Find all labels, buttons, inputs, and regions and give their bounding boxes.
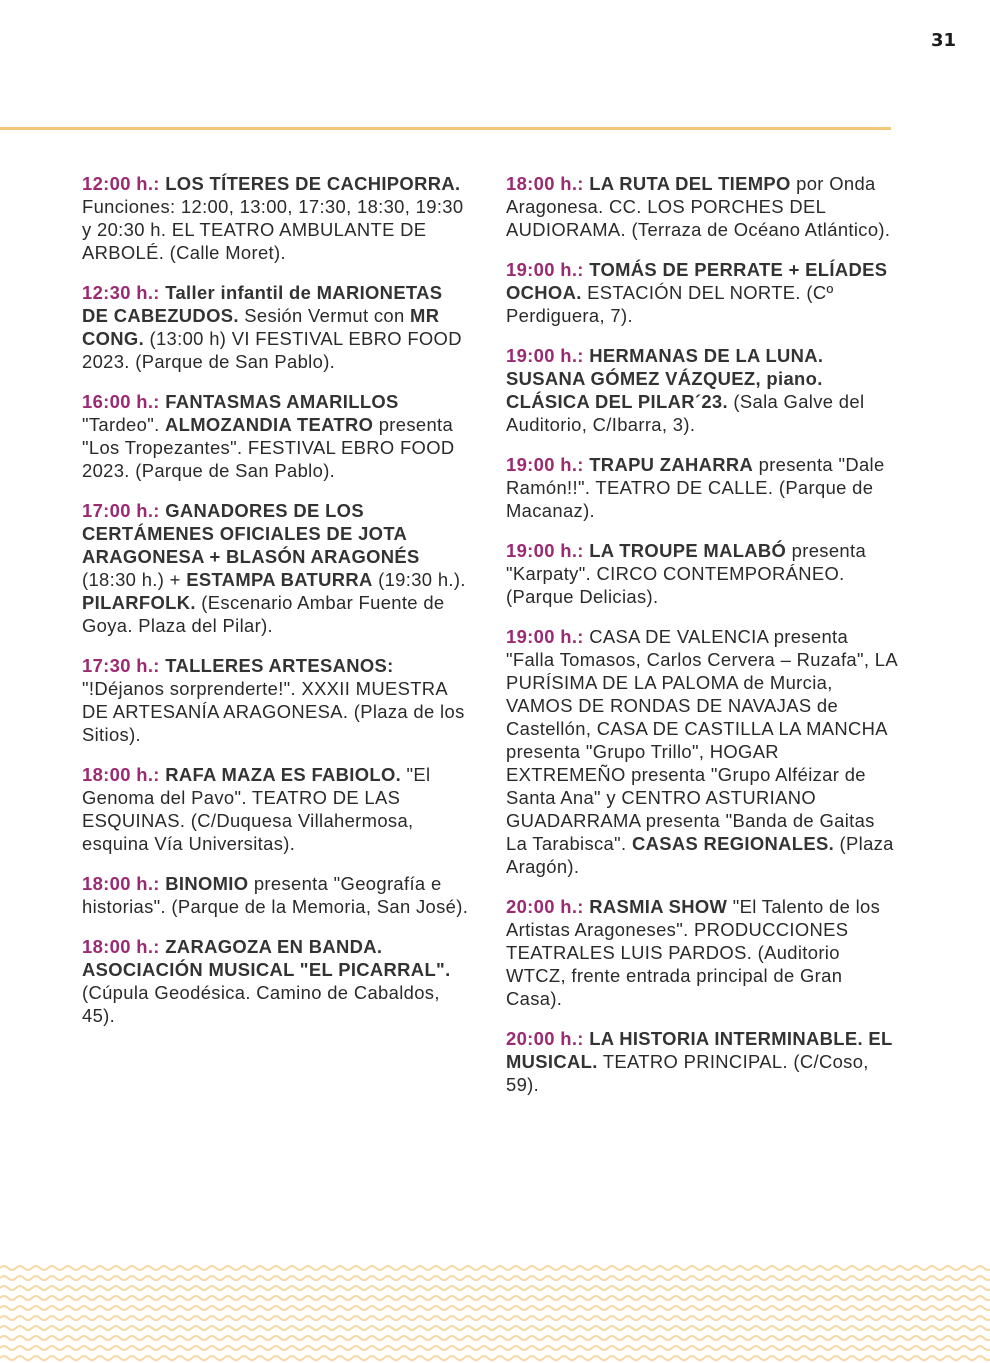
event-title: ALMOZANDIA TEATRO [165, 414, 374, 435]
event-time: 19:00 h.: [506, 345, 584, 366]
wave-line [0, 1276, 990, 1280]
event-details: (13:00 h) VI FESTIVAL EBRO FOOD 2023. (Parque de San Pablo). [82, 328, 462, 372]
event-title: TOMÁS DE PERRATE + ELÍADES OCHOA. [506, 259, 888, 303]
header-divider [0, 127, 891, 130]
event-title: LA HISTORIA INTERMINABLE. EL MUSICAL. [506, 1028, 893, 1072]
event-title: TRAPU ZAHARRA [583, 454, 754, 475]
event-details: CASA DE VALENCIA presenta "Falla Tomasos, Carlos Cervera – Ruzafa", LA PURÍSIMA DE LA PALOMA de Murcia, VAMOS DE RONDAS DE NAVAJAS de Castellón, CASA DE CASTILLA LA MANCHA presenta "Grupo Trillo", HOGAR EXTREMEÑO presenta "Grupo Alféizar de Santa Ana" y CENTRO ASTURIANO GUADARRAMA presenta "Banda de Gaitas La Tarabisca". [506, 626, 897, 854]
event-entry [82, 499, 472, 637]
event-time: 18:00 h.: [82, 764, 160, 785]
event-time: 19:00 h.: [506, 259, 584, 280]
wave-line [0, 1306, 990, 1310]
event-details: presenta "Karpaty". CIRCO CONTEMPORÁNEO. (Parque Delicias). [506, 540, 867, 607]
event-time: 18:00 h.: [506, 173, 584, 194]
event-title: LOS TÍTERES DE CACHIPORRA. [159, 173, 461, 194]
event-title: BINOMIO [159, 873, 249, 894]
event-title: GANADORES DE LOS CERTÁMENES OFICIALES DE JOTA ARAGONESA + BLASÓN ARAGONÉS [82, 500, 420, 567]
page-number: 31 [930, 30, 956, 51]
events-column-right [506, 172, 901, 1113]
event-details: presenta "Dale Ramón!!". TEATRO DE CALLE. (Parque de Macanaz). [506, 454, 885, 521]
event-details: "El Talento de los Artistas Aragoneses". PRODUCCIONES TEATRALES LUIS PARDOS. (Auditorio WTCZ, frente entrada principal de Gran Casa). [506, 896, 881, 1009]
event-title: Taller infantil de MARIONETAS DE CABEZUDOS. [82, 282, 443, 326]
wave-line [0, 1336, 990, 1340]
event-title: LA TROUPE MALABÓ [583, 540, 787, 561]
event-details: Funciones: 12:00, 13:00, 17:30, 18:30, 19:30 y 20:30 h. EL TEATRO AMBULANTE DE ARBOLÉ. (Calle Moret). [82, 196, 464, 263]
event-time: 19:00 h.: [506, 626, 584, 647]
event-details: presenta "Geografía e historias". (Parque de la Memoria, San José). [82, 873, 469, 917]
event-entry [506, 539, 901, 608]
decorative-wave-pattern [0, 1262, 990, 1363]
wave-line [0, 1286, 990, 1290]
event-entry [82, 281, 472, 373]
event-details: TEATRO PRINCIPAL. (C/Coso, 59). [506, 1051, 869, 1095]
wave-line [0, 1326, 990, 1330]
event-details: Sesión Vermut con [238, 305, 411, 326]
event-time: 18:00 h.: [82, 936, 160, 957]
wave-line [0, 1346, 990, 1350]
event-time: 12:30 h.: [82, 282, 160, 303]
event-details: (Escenario Ambar Fuente de Goya. Plaza del Pilar). [82, 592, 445, 636]
event-title: piano. CLÁSICA DEL PILAR´23. [506, 368, 823, 412]
event-entry [82, 390, 472, 482]
event-time: 18:00 h.: [82, 873, 160, 894]
event-entry [82, 935, 472, 1027]
event-details: por Onda Aragonesa. CC. LOS PORCHES DEL AUDIORAMA. (Terraza de Océano Atlántico). [506, 173, 891, 240]
event-details: (18:30 h.) + [82, 569, 187, 590]
event-time: 16:00 h.: [82, 391, 160, 412]
event-entry [82, 172, 472, 264]
event-details: ESTACIÓN DEL NORTE. (Cº Perdiguera, 7). [506, 282, 834, 326]
event-entry [82, 763, 472, 855]
wave-line [0, 1356, 990, 1360]
wave-line [0, 1266, 990, 1270]
event-entry [506, 344, 901, 436]
event-time: 17:00 h.: [82, 500, 160, 521]
event-time: 20:00 h.: [506, 1028, 584, 1049]
event-title: TALLERES ARTESANOS: [159, 655, 394, 676]
event-title: CASAS REGIONALES. [631, 833, 835, 854]
event-title: RASMIA SHOW [583, 896, 728, 917]
events-column-left [82, 172, 472, 1044]
event-title: FANTASMAS AMARILLOS [159, 391, 399, 412]
event-title: HERMANAS DE LA LUNA. SUSANA GÓMEZ VÁZQUEZ, [506, 345, 824, 389]
event-entry [506, 625, 901, 878]
event-details: (19:30 h.). [372, 569, 466, 590]
event-time: 17:30 h.: [82, 655, 160, 676]
event-details: (Plaza Aragón). [506, 833, 894, 877]
event-title: LA RUTA DEL TIEMPO [583, 173, 791, 194]
event-time: 20:00 h.: [506, 896, 584, 917]
event-title: PILARFOLK. [82, 592, 196, 613]
event-entry [82, 872, 472, 918]
event-details: "!Déjanos sorprenderte!". XXXII MUESTRA DE ARTESANÍA ARAGONESA. (Plaza de los Sitios). [82, 678, 465, 745]
event-time: 12:00 h.: [82, 173, 160, 194]
wave-line [0, 1296, 990, 1300]
event-details: presenta "Los Tropezantes". FESTIVAL EBRO FOOD 2023. (Parque de San Pablo). [82, 414, 455, 481]
event-details: "El Genoma del Pavo". TEATRO DE LAS ESQUINAS. (C/Duquesa Villahermosa, esquina Vía Universitas). [82, 764, 431, 854]
event-entry [506, 895, 901, 1010]
event-title: ZARAGOZA EN BANDA. ASOCIACIÓN MUSICAL "EL PICARRAL". [82, 936, 451, 980]
event-entry [506, 172, 901, 241]
event-time: 19:00 h.: [506, 454, 584, 475]
event-entry [506, 258, 901, 327]
event-entry [506, 1027, 901, 1096]
event-title: ESTAMPA BATURRA [186, 569, 373, 590]
event-details: (Sala Galve del Auditorio, C/Ibarra, 3). [506, 391, 865, 435]
wave-line [0, 1316, 990, 1320]
event-time: 19:00 h.: [506, 540, 584, 561]
event-details: (Cúpula Geodésica. Camino de Cabaldos, 45). [82, 982, 440, 1026]
event-title: RAFA MAZA ES FABIOLO. [159, 764, 402, 785]
event-details: "Tardeo". [82, 414, 166, 435]
event-entry [82, 654, 472, 746]
event-title: MR CONG. [82, 305, 440, 349]
event-entry [506, 453, 901, 522]
